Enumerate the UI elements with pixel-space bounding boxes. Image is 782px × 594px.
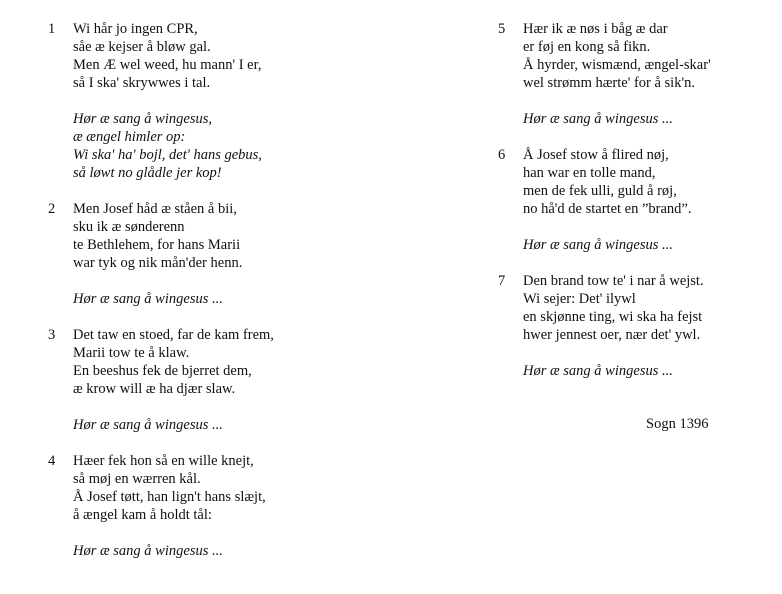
- verse-number: 5: [498, 21, 506, 37]
- verse-number: 7: [498, 273, 506, 289]
- verse-line: Å hyrder, wismænd, ængel-skar': [523, 57, 711, 73]
- verse-number: 2: [48, 201, 56, 217]
- verse-line: Men Æ wel weed, hu mann' I er,: [73, 57, 262, 73]
- refrain: [523, 362, 758, 380]
- refrain-line: æ ængel himler op:: [73, 129, 186, 145]
- refrain: [73, 416, 408, 434]
- left-column: [48, 20, 408, 560]
- refrain: [73, 542, 408, 560]
- source-reference: Sogn 1396: [646, 416, 709, 432]
- verse-line: Hær ik æ nøs i båg æ dar: [523, 21, 668, 37]
- refrain-line: Hør æ sang å wingesus ...: [73, 291, 223, 307]
- verse-line: te Bethlehem, for hans Marii: [73, 237, 241, 253]
- verse-number: 4: [48, 453, 56, 469]
- refrain-line: Hør æ sang å wingesus ...: [73, 543, 223, 559]
- verse-line: Marii tow te å klaw.: [73, 345, 190, 361]
- verse-6: [498, 146, 758, 254]
- verse-number: 3: [48, 327, 56, 343]
- refrain-line: Hør æ sang å wingesus ...: [523, 111, 673, 127]
- refrain: [523, 110, 758, 128]
- verse-line: Wi hår jo ingen CPR,: [73, 21, 198, 37]
- verse-number: 1: [48, 21, 56, 37]
- verse-line: no hå'd de startet en ”brand”.: [523, 201, 692, 217]
- refrain: [73, 290, 408, 308]
- verse-line: er føj en kong så fikn.: [523, 39, 651, 55]
- refrain-line: Hør æ sang å wingesus ...: [73, 417, 223, 433]
- verse-line: æ krow will æ ha djær slaw.: [73, 381, 236, 397]
- verse-line: en skjønne ting, wi ska ha fejst: [523, 309, 703, 325]
- verse-line: men de fek ulli, guld å røj,: [523, 183, 677, 199]
- verse-line: så I ska' skrywwes i tal.: [73, 75, 211, 91]
- verse-line: han war en tolle mand,: [523, 165, 656, 181]
- verse-3: [48, 326, 408, 434]
- verse-line: wel strømm hærte' for å sik'n.: [523, 75, 695, 91]
- verse-line: En beeshus fek de bjerret dem,: [73, 363, 252, 379]
- verse-line: så møj en wærren kål.: [73, 471, 201, 487]
- verse-5: [498, 20, 758, 128]
- verse-2: [48, 200, 408, 308]
- refrain: [73, 110, 408, 182]
- verse-line: war tyk og nik mån'der henn.: [73, 255, 243, 271]
- verse-number: 6: [498, 147, 506, 163]
- refrain: [523, 236, 758, 254]
- verse-1: [48, 20, 408, 182]
- verse-line: Det taw en stoed, far de kam frem,: [73, 327, 274, 343]
- verse-line: Hæer fek hon så en wille knejt,: [73, 453, 254, 469]
- verse-line: sku ik æ sønderenn: [73, 219, 185, 235]
- verse-4: [48, 452, 408, 560]
- verse-line: Å Josef tøtt, han lign't hans slæjt,: [73, 489, 266, 505]
- refrain-line: Hør æ sang å wingesus,: [73, 111, 212, 127]
- refrain-line: så løwt no glådle jer kop!: [73, 165, 222, 181]
- verse-line: såe æ kejser å bløw gal.: [73, 39, 211, 55]
- verse-line: hwer jennest oer, nær det' ywl.: [523, 327, 701, 343]
- refrain-line: Wi ska' ha' bojl, det' hans gebus,: [73, 147, 262, 163]
- verse-line: å ængel kam å holdt tål:: [73, 507, 212, 523]
- refrain-line: Hør æ sang å wingesus ...: [523, 363, 673, 379]
- verse-7: [498, 272, 758, 380]
- verse-line: Den brand tow te' i nar å wejst.: [523, 273, 704, 289]
- verse-line: Wi sejer: Det' ilywl: [523, 291, 636, 307]
- refrain-line: Hør æ sang å wingesus ...: [523, 237, 673, 253]
- verse-line: Å Josef stow å flired nøj,: [523, 147, 669, 163]
- verse-line: Men Josef håd æ ståen å bii,: [73, 201, 237, 217]
- right-column: [498, 20, 758, 380]
